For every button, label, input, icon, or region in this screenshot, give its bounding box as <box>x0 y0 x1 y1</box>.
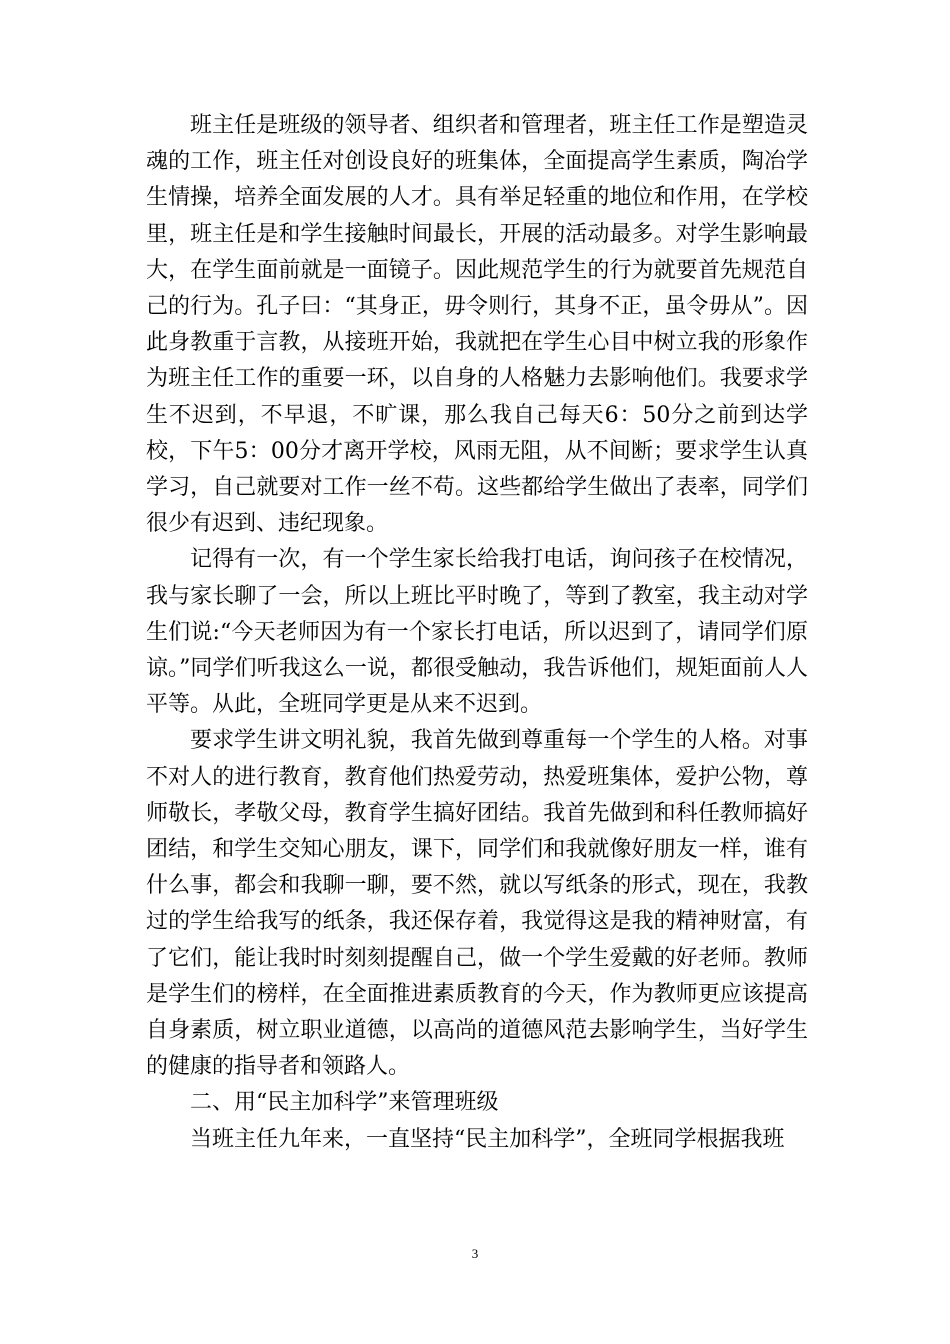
paragraph-courtesy: 要求学生讲文明礼貌，我首先做到尊重每一个学生的人格。对事不对人的进行教育，教育他们热爱劳动，热爱班集体，爱护公物，尊师敬长，孝敬父母，教育学生搞好团结。我首先做到和科任教师搞好团结，和学生交知心朋友，课下，同学们和我就像好朋友一样，谁有什么事，都会和我聊一聊，要不然，就以写纸条的形式，现在，我教过的学生给我写的纸条，我还保存着，我觉得这是我的精神财富，有了它们，能让我时时刻刻提醒自己，做一个学生爱戴的好老师。教师是学生们的榜样，在全面推进素质教育的今天，作为教师更应该提高自身素质，树立职业道德，以高尚的道德风范去影响学生，当好学生的健康的指导者和领路人。 <box>146 728 808 1080</box>
document-body <box>146 108 808 1158</box>
page-number: 3 <box>471 1246 479 1261</box>
section-heading-democracy-science: 二、用“民主加科学”来管理班级 <box>190 1090 499 1116</box>
paragraph-parent-call: 记得有一次，有一个学生家长给我打电话，询问孩子在校情况，我与家长聊了一会，所以上班比平时晚了，等到了教室，我主动对学生们说:“今天老师因为有一个家长打电话，所以迟到了，请同学们原谅。”同学们听我这么一说，都很受触动，我告诉他们，规矩面前人人平等。从此，全班同学更是从来不迟到。 <box>146 547 808 718</box>
paragraph-role-model: 班主任是班级的领导者、组织者和管理者，班主任工作是塑造灵魂的工作，班主任对创设良好的班集体，全面提高学生素质，陶冶学生情操，培养全面发展的人才。具有举足轻重的地位和作用，在学校里，班主任是和学生接触时间最长，开展的活动最多。对学生影响最大，在学生面前就是一面镜子。因此规范学生的行为就要首先规范自己的行为。孔子曰：“其身正，毋令则行，其身不正，虽令毋从”。因此身教重于言教，从接班开始，我就把在学生心目中树立我的形象作为班主任工作的重要一环，以自身的人格魅力去影响他们。我要求学生不迟到，不早退，不旷课，那么我自己每天6：50分之前到达学校，下午5：00分才离开学校，风雨无阻，从不间断；要求学生认真学习，自己就要对工作一丝不苟。这些都给学生做出了表率，同学们很少有迟到、违纪现象。 <box>146 113 808 537</box>
paragraph-nine-years: 当班主任九年来，一直坚持“民主加科学”，全班同学根据我班 <box>190 1126 785 1152</box>
